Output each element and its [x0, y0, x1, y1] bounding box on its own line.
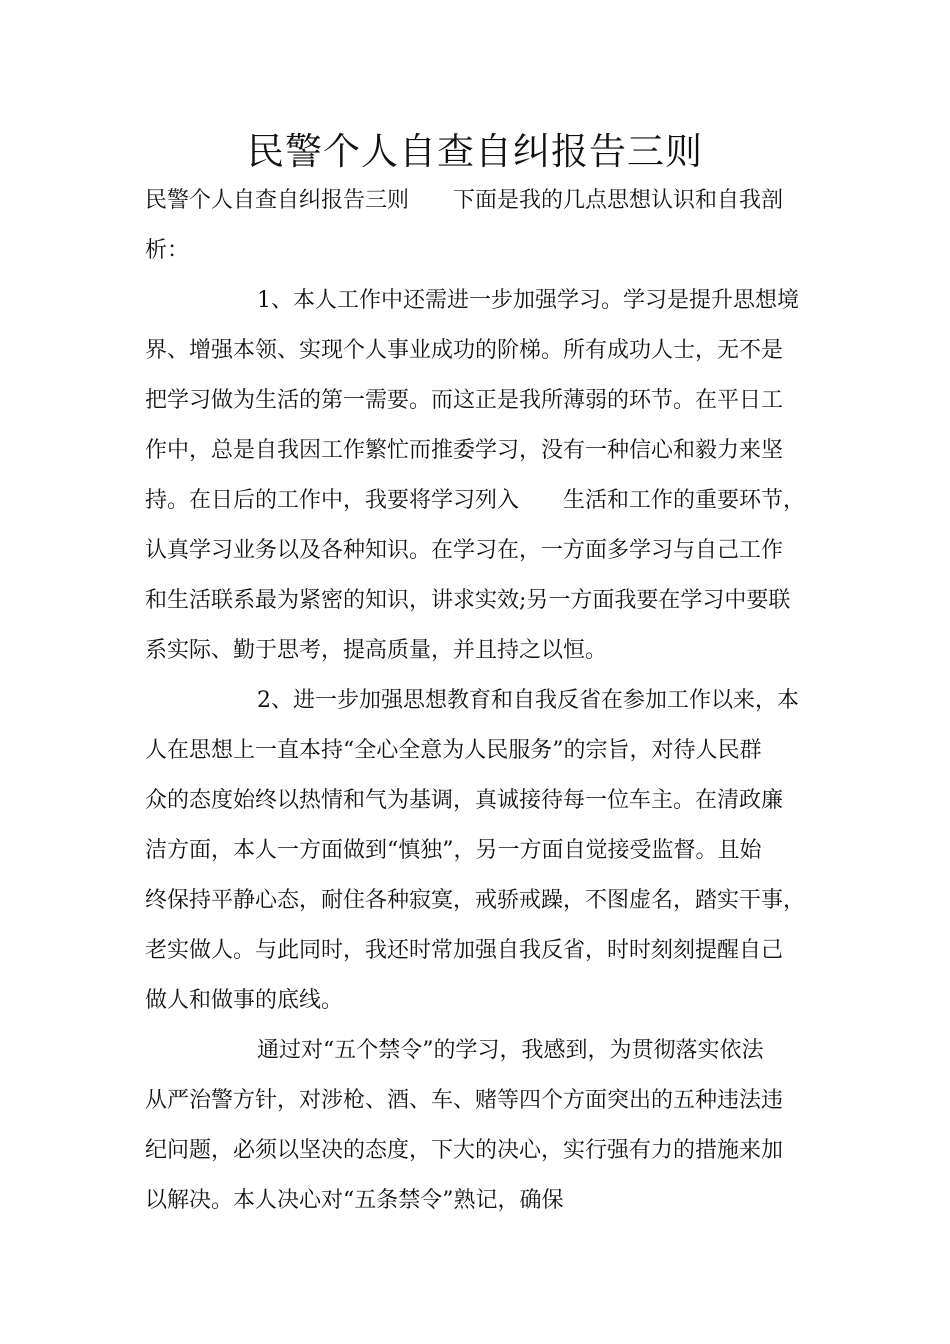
text-line: 认真学习业务以及各种知识。在学习在，一方面多学习与自己工作	[145, 538, 784, 563]
text-line: 以解决。本人决心对“五条禁令”熟记，确保	[145, 1188, 564, 1213]
text-line: 把学习做为生活的第一需要。而这正是我所薄弱的环节。在平日工	[145, 388, 784, 413]
text-line: 系实际、勤于思考，提高质量，并且持之以恒。	[145, 638, 608, 663]
text-line: 众的态度始终以热情和气为基调，真诚接待每一位车主。在清政廉	[145, 788, 784, 813]
document-title: 民警个人自查自纠报告三则	[247, 130, 703, 173]
intro-paragraph	[145, 176, 815, 276]
text-line: 1、本人工作中还需进一步加强学习。学习是提升思想境	[257, 288, 799, 313]
text-line: 和生活联系最为紧密的知识，讲求实效;另一方面我要在学习中要联	[145, 588, 791, 613]
text-line: 终保持平静心态，耐住各种寂寞，戒骄戒躁，不图虚名，踏实干事，	[145, 888, 806, 913]
text-line: 洁方面，本人一方面做到“慎独”，另一方面自觉接受监督。且始	[145, 838, 762, 863]
text-line: 持。在日后的工作中，我要将学习列入 生活和工作的重要环节，	[145, 488, 806, 513]
text-line: 界、增强本领、实现个人事业成功的阶梯。所有成功人士，无不是	[145, 338, 784, 363]
text-line: 析：	[145, 238, 190, 263]
paragraph-2	[145, 676, 815, 1026]
text-line: 从严治警方针，对涉枪、酒、车、赌等四个方面突出的五种违法违	[145, 1088, 784, 1113]
paragraph-3	[145, 1026, 815, 1226]
text-line: 纪问题，必须以坚决的态度，下大的决心，实行强有力的措施来加	[145, 1138, 784, 1163]
text-line: 2、进一步加强思想教育和自我反省在参加工作以来，本	[257, 688, 799, 713]
text-line: 人在思想上一直本持“全心全意为人民服务”的宗旨，对待人民群	[145, 738, 762, 763]
text-line: 做人和做事的底线。	[145, 988, 344, 1013]
text-line: 作中，总是自我因工作繁忙而推委学习，没有一种信心和毅力来坚	[145, 438, 784, 463]
text-line: 民警个人自查自纠报告三则 下面是我的几点思想认识和自我剖	[145, 188, 784, 213]
document-body	[145, 176, 815, 1226]
paragraph-1	[145, 276, 815, 676]
text-line: 老实做人。与此同时，我还时常加强自我反省，时时刻刻提醒自己	[145, 938, 784, 963]
text-line: 通过对“五个禁令”的学习，我感到，为贯彻落实依法	[257, 1038, 764, 1063]
